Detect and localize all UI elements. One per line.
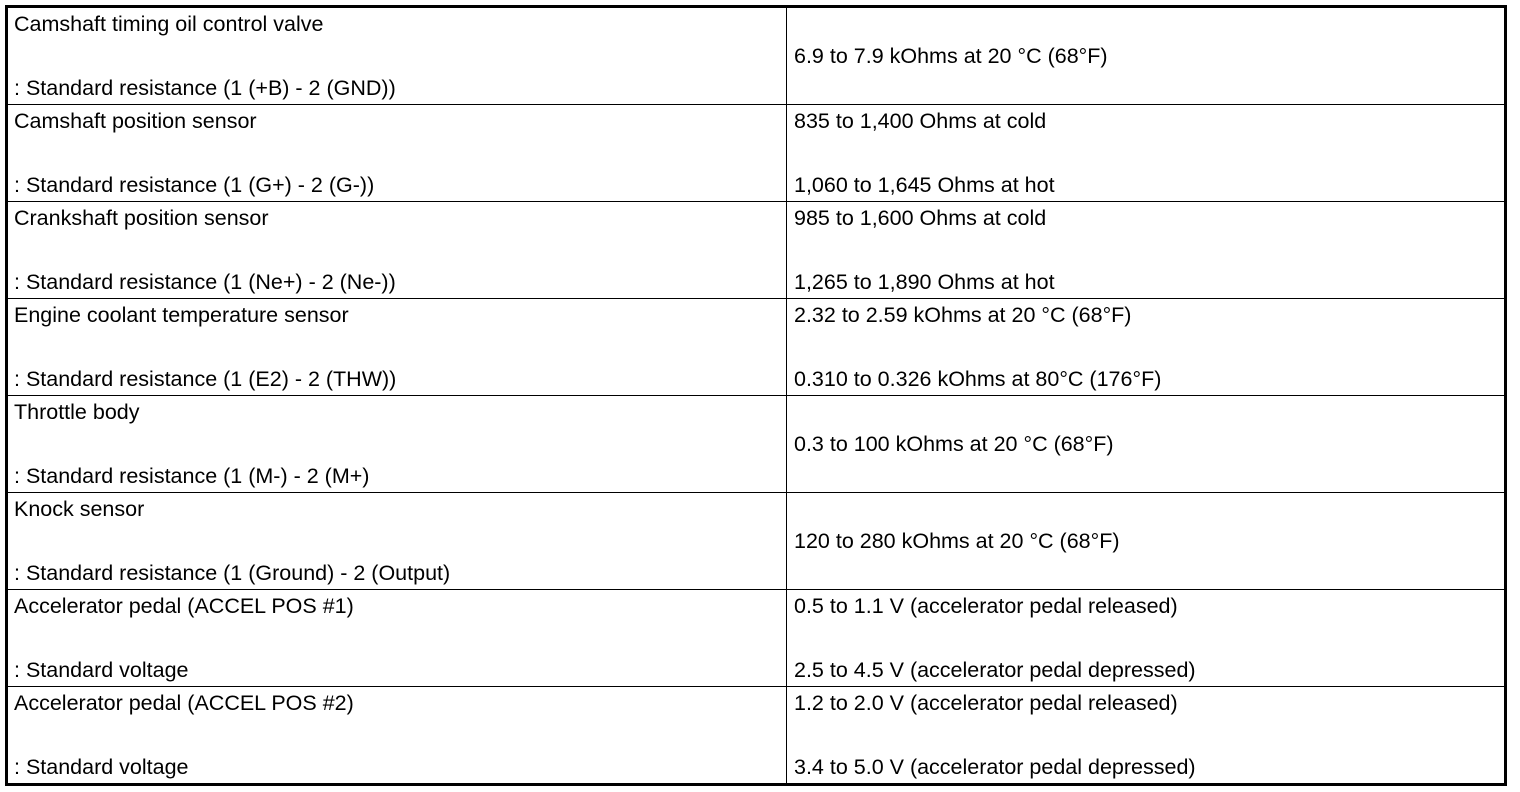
specification-cell: [787, 105, 1504, 201]
specification-value: 2.5 to 4.5 V (accelerator pedal depressed): [794, 658, 1196, 682]
component-cell: [8, 8, 787, 104]
specification-table: [5, 5, 1507, 786]
component-cell: [8, 202, 787, 298]
component-name: Accelerator pedal (ACCEL POS #1): [14, 594, 354, 618]
specification-cell: [787, 299, 1504, 395]
specification-cell: [787, 8, 1504, 104]
table-row: [8, 8, 1504, 104]
specification-value: 6.9 to 7.9 kOhms at 20 °C (68°F): [794, 44, 1108, 68]
test-condition: : Standard resistance (1 (Ne+) - 2 (Ne-)): [14, 270, 396, 294]
specification-value: 0.3 to 100 kOhms at 20 °C (68°F): [794, 432, 1114, 456]
test-condition: : Standard resistance (1 (M-) - 2 (M+): [14, 464, 370, 488]
specification-value: 0.310 to 0.326 kOhms at 80°C (176°F): [794, 367, 1162, 391]
specification-value: 0.5 to 1.1 V (accelerator pedal released): [794, 594, 1178, 618]
specification-cell: [787, 396, 1504, 492]
table-row: [8, 298, 1504, 395]
test-condition: : Standard voltage: [14, 755, 189, 779]
component-cell: [8, 396, 787, 492]
component-name: Camshaft position sensor: [14, 109, 257, 133]
component-name: Engine coolant temperature sensor: [14, 303, 349, 327]
specification-value: 3.4 to 5.0 V (accelerator pedal depressed): [794, 755, 1196, 779]
component-name: Accelerator pedal (ACCEL POS #2): [14, 691, 354, 715]
table-row: [8, 104, 1504, 201]
test-condition: : Standard resistance (1 (G+) - 2 (G-)): [14, 173, 375, 197]
table-row: [8, 686, 1504, 783]
test-condition: : Standard resistance (1 (E2) - 2 (THW)): [14, 367, 397, 391]
specification-value: 2.32 to 2.59 kOhms at 20 °C (68°F): [794, 303, 1132, 327]
specification-cell: [787, 493, 1504, 589]
specification-value: 985 to 1,600 Ohms at cold: [794, 206, 1047, 230]
test-condition: : Standard voltage: [14, 658, 189, 682]
component-name: Throttle body: [14, 400, 140, 424]
component-cell: [8, 299, 787, 395]
test-condition: : Standard resistance (1 (+B) - 2 (GND)): [14, 76, 396, 100]
component-cell: [8, 105, 787, 201]
component-name: Crankshaft position sensor: [14, 206, 269, 230]
table-row: [8, 589, 1504, 686]
specification-cell: [787, 687, 1504, 783]
component-cell: [8, 687, 787, 783]
table-row: [8, 492, 1504, 589]
specification-value: 120 to 280 kOhms at 20 °C (68°F): [794, 529, 1120, 553]
specification-value: 835 to 1,400 Ohms at cold: [794, 109, 1047, 133]
component-name: Camshaft timing oil control valve: [14, 12, 324, 36]
component-cell: [8, 493, 787, 589]
table-row: [8, 395, 1504, 492]
component-cell: [8, 590, 787, 686]
specification-cell: [787, 590, 1504, 686]
specification-value: 1.2 to 2.0 V (accelerator pedal released): [794, 691, 1178, 715]
specification-cell: [787, 202, 1504, 298]
table-row: [8, 201, 1504, 298]
component-name: Knock sensor: [14, 497, 145, 521]
test-condition: : Standard resistance (1 (Ground) - 2 (Output): [14, 561, 451, 585]
specification-value: 1,060 to 1,645 Ohms at hot: [794, 173, 1055, 197]
specification-value: 1,265 to 1,890 Ohms at hot: [794, 270, 1055, 294]
